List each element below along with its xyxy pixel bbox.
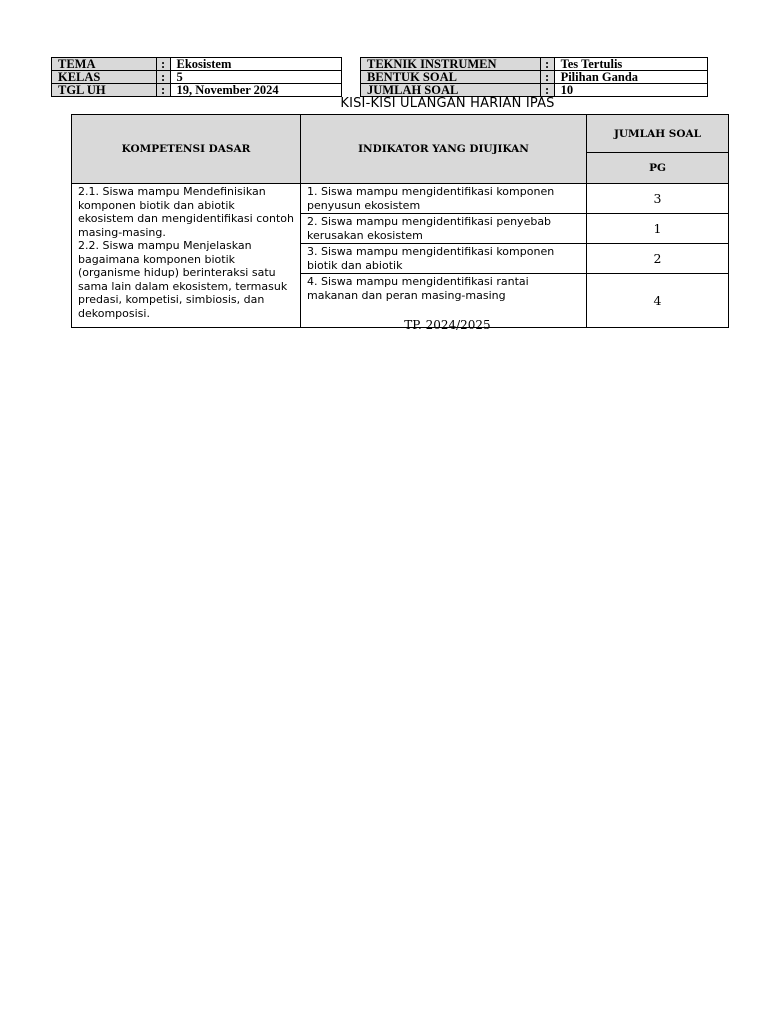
header-row-teknik-instrumen (361, 58, 708, 71)
header-label: TEKNIK INSTRUMEN (361, 58, 541, 71)
header-colon: : (540, 84, 554, 97)
indikator-cell: 4. Siswa mampu mengidentifikasi rantai makanan dan peran masing-masing (301, 274, 587, 328)
pg-count-cell: 2 (587, 244, 729, 274)
indikator-cell: 3. Siswa mampu mengidentifikasi komponen biotik dan abiotik (301, 244, 587, 274)
document-title: KISI-KISI ULANGAN HARIAN IPAS (340, 96, 555, 111)
header-kompetensi-dasar: KOMPETENSI DASAR (72, 115, 301, 184)
academic-year-footer: TP. 2024/2025 (404, 318, 491, 332)
pg-count-cell: 1 (587, 214, 729, 244)
header-label: KELAS (52, 71, 157, 84)
header-value: 19, November 2024 (170, 84, 342, 97)
header-value: Tes Tertulis (554, 58, 707, 71)
header-label: TGL UH (52, 84, 157, 97)
header-row-jumlah-soal (361, 84, 708, 97)
header-info-left (51, 57, 342, 97)
header-value: 10 (554, 84, 707, 97)
header-info-right (360, 57, 708, 97)
kisi-kisi-table (71, 114, 729, 328)
kompetensi-dasar-cell (72, 184, 301, 328)
pg-count-cell: 4 (587, 274, 729, 328)
header-colon: : (156, 58, 170, 71)
header-colon: : (156, 84, 170, 97)
header-colon: : (540, 58, 554, 71)
header-row-tgl-uh (52, 84, 342, 97)
kompetensi-dasar-item: 2.1. Siswa mampu Mendefinisikan komponen biotik dan abiotik ekosistem dan mengidentifikasi contoh masing-masing. (78, 185, 294, 239)
kompetensi-dasar-item: 2.2. Siswa mampu Menjelaskan bagaimana komponen biotik (organisme hidup) berinteraksi satu sama lain dalam ekosistem, termasuk predasi, kompetisi, simbiosis, dan dekomposisi. (78, 239, 288, 320)
header-row-tema (52, 58, 342, 71)
indikator-cell: 2. Siswa mampu mengidentifikasi penyebab kerusakan ekosistem (301, 214, 587, 244)
indikator-cell: 1. Siswa mampu mengidentifikasi komponen penyusun ekosistem (301, 184, 587, 214)
header-label: TEMA (52, 58, 157, 71)
header-pg: PG (587, 153, 729, 184)
table-header-row (72, 115, 729, 153)
header-row-bentuk-soal (361, 71, 708, 84)
header-value: 5 (170, 71, 342, 84)
header-label: BENTUK SOAL (361, 71, 541, 84)
header-row-kelas (52, 71, 342, 84)
header-value: Pilihan Ganda (554, 71, 707, 84)
header-jumlah-soal: JUMLAH SOAL (587, 115, 729, 153)
header-indikator: INDIKATOR YANG DIUJIKAN (301, 115, 587, 184)
header-label: JUMLAH SOAL (361, 84, 541, 97)
header-value: Ekosistem (170, 58, 342, 71)
header-colon: : (540, 71, 554, 84)
header-colon: : (156, 71, 170, 84)
table-row (72, 184, 729, 214)
pg-count-cell: 3 (587, 184, 729, 214)
